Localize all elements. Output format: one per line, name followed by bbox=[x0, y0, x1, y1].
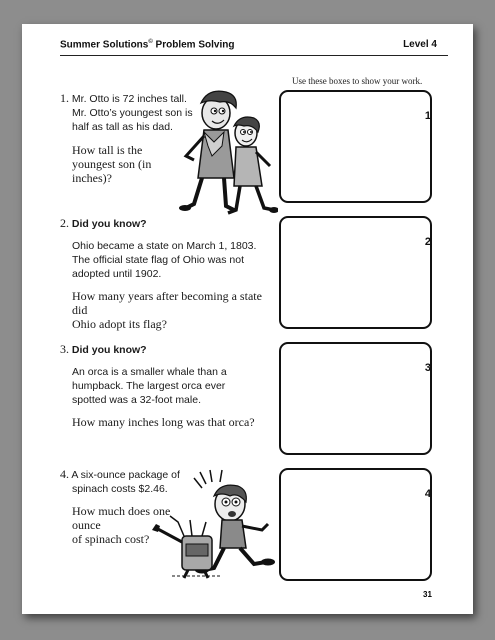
father-son-illustration bbox=[164, 86, 278, 216]
work-box-4[interactable] bbox=[279, 468, 432, 581]
did-you-know-heading: Did you know? bbox=[71, 218, 147, 230]
question-2-text bbox=[60, 239, 275, 281]
header-title-text: Summer Solutions bbox=[60, 39, 149, 51]
statement-line: adopted until 1902. bbox=[72, 268, 162, 280]
work-box-2[interactable] bbox=[279, 216, 432, 329]
question-number: 4. bbox=[60, 467, 69, 481]
question-number: 2. bbox=[60, 216, 69, 230]
prompt-line: How much does one ounce bbox=[72, 504, 171, 532]
did-you-know-heading: Did you know? bbox=[71, 344, 147, 356]
header-title-rest: Problem Solving bbox=[152, 39, 235, 51]
prompt-line: youngest son (in bbox=[72, 157, 152, 171]
question-3-text bbox=[60, 365, 275, 407]
worksheet-page bbox=[22, 24, 473, 614]
statement-line: An orca is a smaller whale than a bbox=[72, 366, 227, 378]
box-number: 3 bbox=[424, 362, 431, 374]
prompt-line: Ohio adopt its flag? bbox=[72, 317, 167, 331]
box-number: 4 bbox=[424, 488, 431, 500]
statement-line: The official state flag of Ohio was not bbox=[72, 254, 244, 266]
statement-line: humpback. The largest orca ever bbox=[72, 380, 226, 392]
prompt-line: of spinach cost? bbox=[72, 532, 150, 546]
statement-line: spotted was a 32-foot male. bbox=[72, 394, 201, 406]
statement-line: Mr. Otto is 72 inches tall. bbox=[71, 93, 187, 105]
statement-line: A six-ounce package of bbox=[71, 469, 180, 481]
statement-line: Mr. Otto’s youngest son is bbox=[72, 107, 193, 119]
work-box-3[interactable] bbox=[279, 342, 432, 455]
work-box-1[interactable] bbox=[279, 90, 432, 203]
question-2-heading bbox=[60, 216, 275, 231]
prompt-line: How many inches long was that orca? bbox=[72, 415, 255, 429]
copyright-mark: © bbox=[148, 39, 153, 45]
question-3-heading bbox=[60, 342, 275, 357]
question-2 bbox=[60, 216, 275, 331]
prompt-line: inches)? bbox=[72, 171, 112, 185]
prompt-line: How tall is the bbox=[72, 143, 143, 157]
statement-line: half as tall as his dad. bbox=[72, 121, 173, 133]
boy-spinach-illustration bbox=[142, 464, 277, 584]
question-number: 3. bbox=[60, 342, 69, 356]
question-number: 1. bbox=[60, 91, 69, 105]
page-number: 31 bbox=[423, 590, 432, 599]
header-title bbox=[60, 39, 234, 50]
header-level: Level 4 bbox=[403, 39, 437, 50]
statement-line: Ohio became a state on March 1, 1803. bbox=[72, 240, 257, 252]
box-number: 1 bbox=[424, 110, 431, 122]
header-rule bbox=[60, 55, 448, 56]
prompt-line: How many years after becoming a state did bbox=[72, 289, 262, 317]
question-3 bbox=[60, 342, 275, 429]
box-number: 2 bbox=[424, 236, 431, 248]
question-2-prompt bbox=[60, 289, 275, 331]
question-3-prompt bbox=[60, 415, 275, 429]
work-instructions: Use these boxes to show your work. bbox=[292, 76, 423, 86]
statement-line: spinach costs $2.46. bbox=[72, 483, 168, 495]
